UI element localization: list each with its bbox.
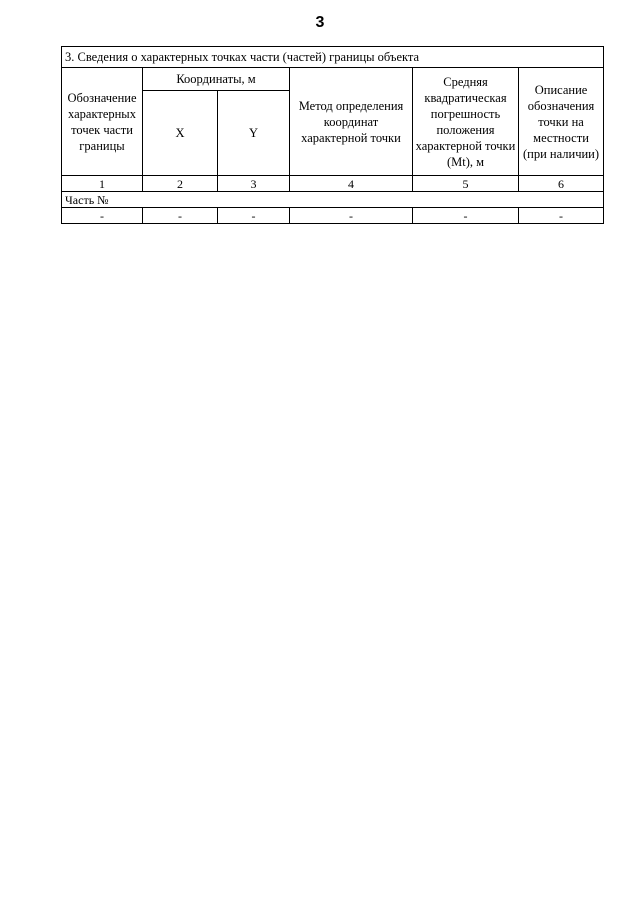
table-row (62, 208, 604, 224)
table-cell: - (62, 208, 143, 224)
table-cell: - (519, 208, 604, 224)
column-number: 1 (62, 176, 143, 192)
table-cell: - (143, 208, 218, 224)
part-row (62, 192, 604, 208)
header-coordinates: Координаты, м (143, 68, 290, 91)
header-method: Метод определения координат характерной точки (290, 68, 413, 176)
header-designation: Обозначение характерных точек части границы (62, 68, 143, 176)
header-description: Описание обозначения точки на местности (при наличии) (519, 68, 604, 176)
table-title: 3. Сведения о характерных точках части (частей) границы объекта (62, 47, 604, 68)
table-title-row (62, 47, 604, 68)
column-number: 6 (519, 176, 604, 192)
header-y: Y (218, 91, 290, 176)
part-label: Часть № (62, 192, 604, 208)
table-cell: - (290, 208, 413, 224)
column-number: 4 (290, 176, 413, 192)
header-error: Средняя квадратическая погрешность положения характерной точки (Mt), м (413, 68, 519, 176)
header-x: X (143, 91, 218, 176)
table-cell: - (413, 208, 519, 224)
page-number: 3 (315, 14, 325, 31)
characteristic-points-table (61, 46, 604, 224)
header-row (62, 68, 604, 91)
column-number: 5 (413, 176, 519, 192)
table-cell: - (218, 208, 290, 224)
column-numbers-row (62, 176, 604, 192)
column-number: 3 (218, 176, 290, 192)
column-number: 2 (143, 176, 218, 192)
